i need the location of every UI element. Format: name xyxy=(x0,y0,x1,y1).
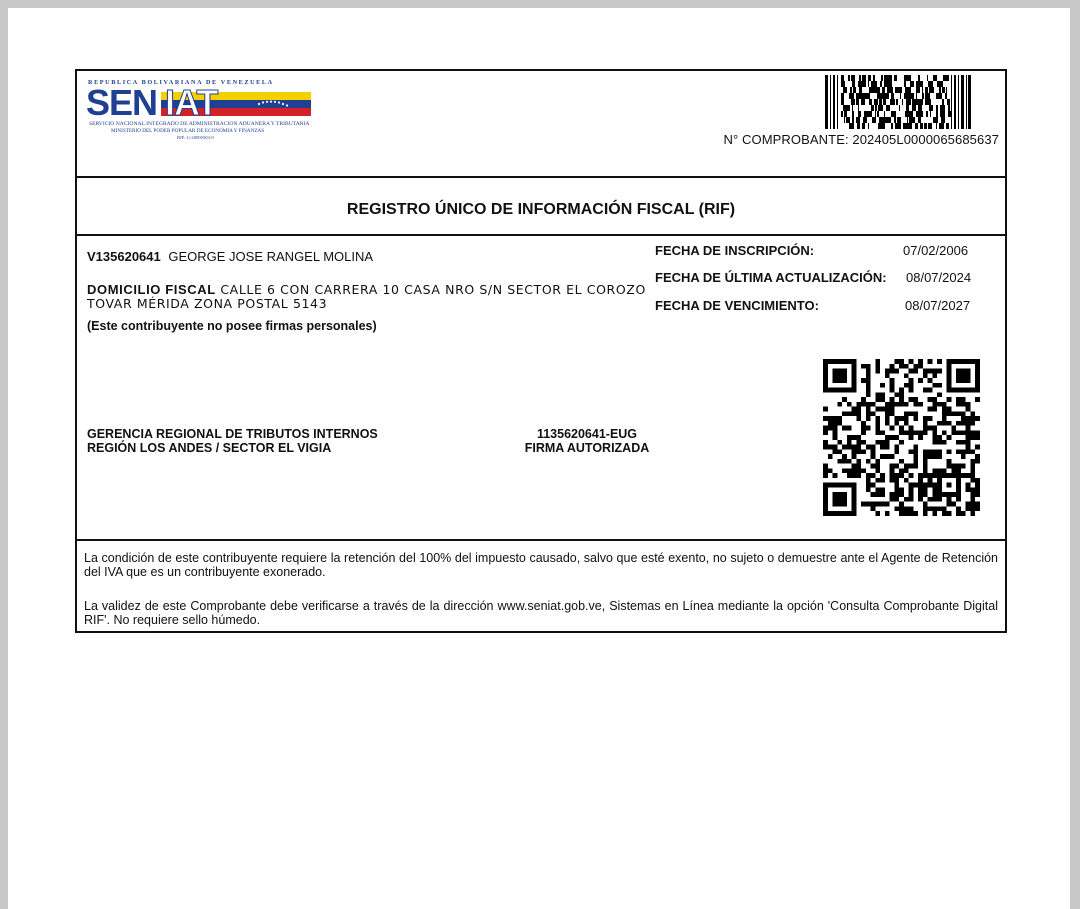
rif-number: V135620641 xyxy=(87,249,161,264)
divider xyxy=(77,234,1005,236)
svg-text:REPUBLICA BOLIVARIANA DE VENEZ: REPUBLICA BOLIVARIANA DE VENEZUELA xyxy=(88,79,274,86)
domicilio-label: DOMICILIO FISCAL xyxy=(87,282,216,297)
page-background xyxy=(8,8,1070,909)
office-line-1: GERENCIA REGIONAL DE TRIBUTOS INTERNOS xyxy=(87,427,378,441)
validity-note: La validez de este Comprobante debe verificarse a través de la dirección www.seniat.gob.ve, Sistemas en Línea mediante la opción 'Consulta Comprobante Digital RIF'. No requiere sello húmedo. xyxy=(84,599,998,627)
office-line-2: REGIÓN LOS ANDES / SECTOR EL VIGIA xyxy=(87,441,332,455)
tax-office xyxy=(87,427,378,455)
domicilio-fiscal xyxy=(87,283,657,311)
signature-code: 1135620641-EUG xyxy=(536,427,638,441)
seniat-logo xyxy=(85,77,313,143)
actualizacion-label: FECHA DE ÚLTIMA ACTUALIZACIÓN: xyxy=(655,270,887,285)
rif-certificate xyxy=(75,69,1007,633)
svg-text:SERVICIO NACIONAL INTEGRADO DE: SERVICIO NACIONAL INTEGRADO DE ADMINISTRACION ADUANERA Y TRIBUTARIA xyxy=(89,121,310,127)
domicilio-value: CALLE 6 CON CARRERA 10 CASA NRO S/N SECTOR EL COROZO TOVAR MÉRIDA ZONA POSTAL 5143 xyxy=(87,282,646,311)
divider xyxy=(77,176,1005,178)
svg-text:IAT: IAT xyxy=(165,82,218,123)
svg-text:SEN: SEN xyxy=(86,82,158,123)
qr-code-icon xyxy=(823,359,980,516)
comprobante-number: N° COMPROBANTE: 202405L0000065685637 xyxy=(723,132,999,147)
divider xyxy=(77,539,1005,541)
vencimiento-label: FECHA DE VENCIMIENTO: xyxy=(655,298,819,313)
taxpayer-identity xyxy=(87,249,373,264)
actualizacion-date: 08/07/2024 xyxy=(906,270,972,285)
inscripcion-date: 07/02/2006 xyxy=(903,243,969,258)
svg-text:MINISTERIO DEL PODER POPULAR D: MINISTERIO DEL PODER POPULAR DE ECONOMIA Y FINANZAS xyxy=(111,128,265,134)
taxpayer-name: GEORGE JOSE RANGEL MOLINA xyxy=(168,249,374,264)
retention-note: La condición de este contribuyente requiere la retención del 100% del impuesto causado, salvo que esté exento, no sujeto o demuestre ante el Agente de Retención del IVA que es un contribuyente exonerado. xyxy=(84,551,998,579)
barcode-icon xyxy=(825,75,971,129)
no-signatures-note: (Este contribuyente no posee firmas personales) xyxy=(87,319,377,333)
document-title: REGISTRO ÚNICO DE INFORMACIÓN FISCAL (RIF) xyxy=(346,201,736,218)
inscripcion-label: FECHA DE INSCRIPCIÓN: xyxy=(655,243,815,258)
authorized-signature xyxy=(517,427,657,455)
vencimiento-date: 08/07/2027 xyxy=(905,298,971,313)
svg-text:RIF: G-20000303-0: RIF: G-20000303-0 xyxy=(177,135,214,140)
signature-label: FIRMA AUTORIZADA xyxy=(524,441,650,455)
